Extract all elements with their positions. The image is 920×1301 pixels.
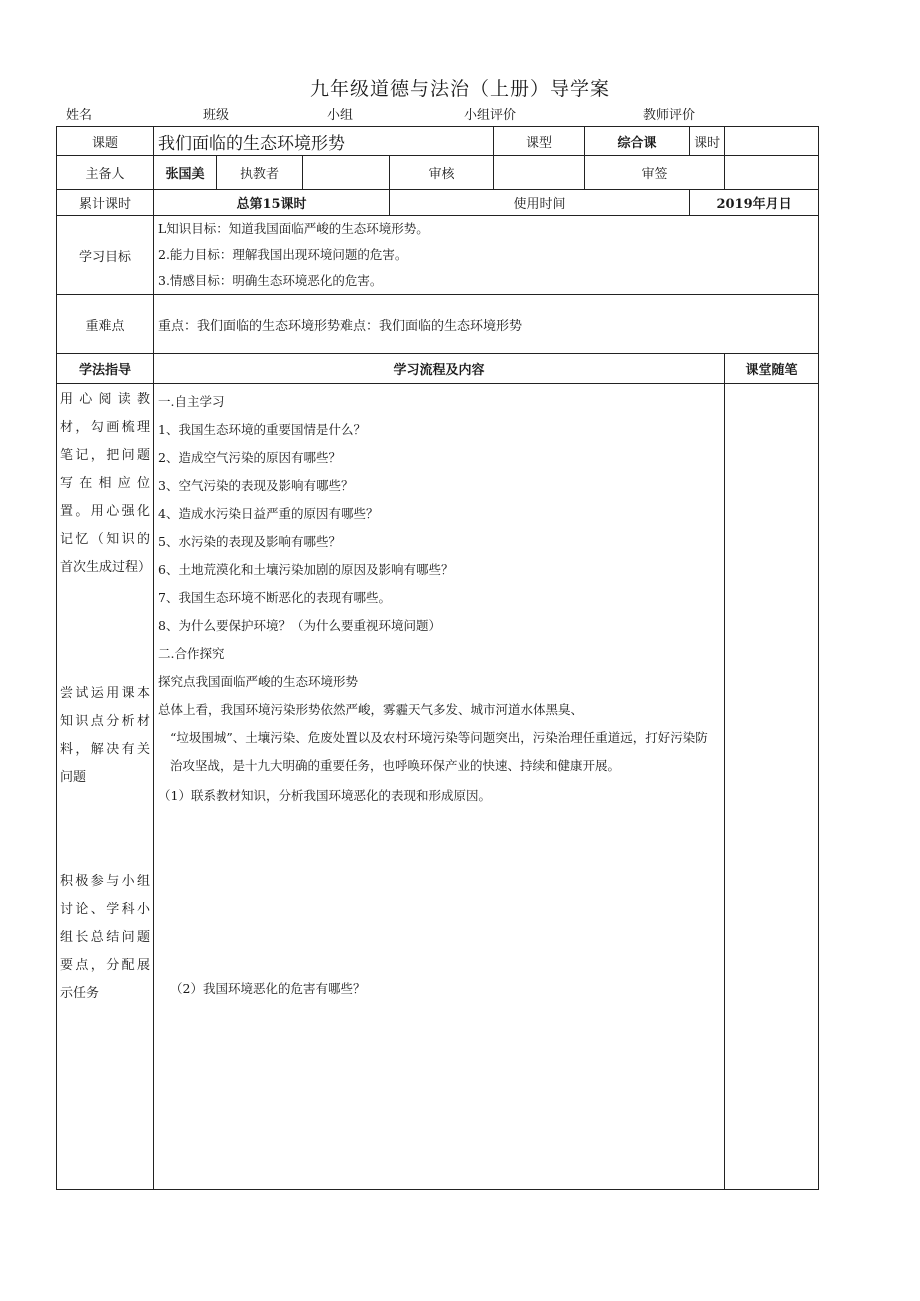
type-label: 课型 [494,127,585,156]
question-item: 5、水污染的表现及影响有哪些？ [158,534,341,549]
cumulative-hours-label: 累计课时 [57,190,154,216]
teacher-value[interactable] [303,156,390,190]
question-item: 2、造成空气污染的原因有哪些？ [158,450,341,465]
class-label: 班级 [203,108,230,123]
study-guide-table [56,126,819,1190]
answer-space[interactable] [158,1003,720,1143]
preparer-value: 张国美 [154,156,217,190]
review-label: 审核 [390,156,494,190]
explore-point: 探究点我国面临严峻的生态环境形势 [158,674,359,689]
topic-label: 课题 [57,127,154,156]
teacher-eval-label: 教师评价 [643,108,696,123]
notes-area[interactable] [725,384,819,1190]
name-label: 姓名 [66,108,93,123]
goal-item: 2.能力目标：理解我国出现环境问题的危害。 [158,247,408,262]
teacher-label: 执教者 [217,156,303,190]
document-title: 九年级道德与法治（上册）导学案 [309,78,610,100]
goal-item: L知识目标：知道我国面临严峻的生态环境形势。 [158,221,429,236]
study-method-column [57,384,154,1190]
question-item: 7、我国生态环境不断恶化的表现有哪些。 [158,590,391,605]
question-item: 6、土地荒漠化和土壤污染加剧的原因及影响有哪些？ [158,562,454,577]
sign-label: 审签 [585,156,725,190]
goal-item: 3.情感目标：明确生态环境恶化的危害。 [158,273,383,288]
task-item: （1）联系教材知识，分析我国环境恶化的表现和形成原因。 [158,788,491,803]
question-item: 4、造成水污染日益严重的原因有哪些？ [158,506,379,521]
notes-column-header: 课堂随笔 [725,354,819,384]
question-item: 8、为什么要保护环境？（为什么要重视环境问题） [158,618,441,633]
key-points-label: 重难点 [57,295,154,354]
answer-space[interactable] [158,810,720,975]
question-item: 3、空气污染的表现及影响有哪些？ [158,478,354,493]
task-item: （2）我国环境恶化的危害有哪些？ [170,981,366,996]
guide-block: 用心阅读教材，勾画梳理笔记，把问题写在相应位置。用心强化记忆（知识的首次生成过程） [60,392,152,575]
group-label: 小组 [327,108,354,123]
key-points-text: 重点：我们面临的生态环境形势难点：我们面临的生态环境形势 [154,295,819,354]
group-eval-label: 小组评价 [464,108,517,123]
hours-value[interactable] [725,127,819,156]
material-paragraph: 总体上看，我国环境污染形势依然严峻，雾霾天气多发、城市河道水体黑臭、 [158,702,584,717]
learning-content [154,384,725,1190]
guide-block: 积极参与小组讨论、学科小组长总结问题要点，分配展示任务 [60,874,150,1001]
use-date-value: 2019年月日 [690,190,819,216]
question-item: 1、我国生态环境的重要国情是什么？ [158,422,366,437]
total-hours-value: 总第15课时 [154,190,390,216]
topic-value: 我们面临的生态环境形势 [154,127,494,156]
type-value: 综合课 [585,127,690,156]
section-cooperative: 二.合作探究 [158,646,225,661]
flow-column-header: 学习流程及内容 [154,354,725,384]
hours-label: 课时 [690,127,725,156]
preparer-label: 主备人 [57,156,154,190]
section-self-study: 一.自主学习 [158,394,225,409]
sign-value[interactable] [725,156,819,190]
goals-label: 学习目标 [57,216,154,295]
goals-content [154,216,819,295]
material-paragraph: “垃圾围城”、土壤污染、危废处置以及农村环境污染等问题突出，污染治理任重道远，打好污染防治攻坚战，是十九大明确的重要任务，也呼唤环保产业的快速、持续和健康开展。 [170,730,708,773]
review-value[interactable] [494,156,585,190]
guide-column-header: 学法指导 [57,354,154,384]
guide-block: 尝试运用课本知识点分析材料，解决有关问题 [60,686,150,785]
use-time-label: 使用时间 [390,190,690,216]
